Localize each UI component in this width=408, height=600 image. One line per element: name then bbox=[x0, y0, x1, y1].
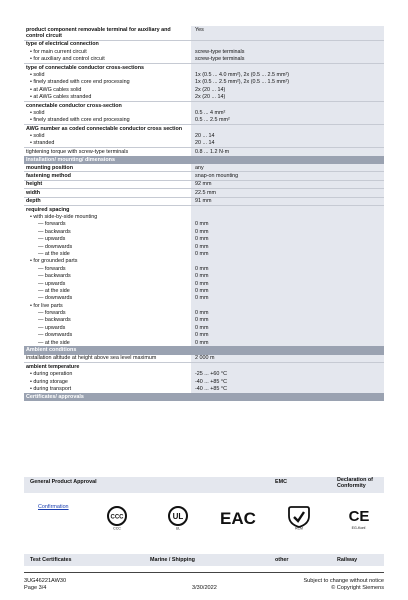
cert-logos-area bbox=[24, 493, 384, 553]
spec-row bbox=[24, 221, 384, 228]
spec-row bbox=[24, 117, 384, 125]
spec-value: 0 mm bbox=[191, 236, 384, 243]
spec-row bbox=[24, 378, 384, 385]
spec-value: screw-type terminals bbox=[191, 48, 384, 55]
spec-row bbox=[24, 94, 384, 102]
spec-label: — backwards bbox=[38, 317, 71, 323]
spec-value: 1x (0.5 ... 4.0 mm²), 2x (0.5 ... 2.5 mm²) bbox=[191, 71, 384, 78]
spec-value bbox=[191, 258, 384, 265]
spec-label: — backwards bbox=[38, 273, 71, 279]
svg-text:CE: CE bbox=[348, 508, 370, 525]
footer-notice: Subject to change without notice bbox=[303, 578, 384, 584]
spec-row bbox=[24, 63, 384, 71]
spec-label: • for main current circuit bbox=[30, 49, 87, 55]
spec-row bbox=[24, 302, 384, 309]
spec-label: — forwards bbox=[38, 266, 66, 272]
footer-page: Page 3/4 bbox=[24, 584, 47, 591]
spec-label-cell bbox=[24, 250, 191, 257]
spec-label: • finely stranded with core end processing bbox=[30, 117, 130, 123]
spec-row bbox=[24, 295, 384, 302]
spec-label-cell bbox=[24, 324, 191, 331]
spec-label-cell bbox=[24, 355, 191, 363]
spec-value: 0.5 ... 2.5 mm² bbox=[191, 117, 384, 125]
spec-label-cell bbox=[24, 101, 191, 109]
section-title: Certificates/ approvals bbox=[26, 393, 84, 400]
spec-label-cell bbox=[24, 302, 191, 309]
spec-label: height bbox=[26, 181, 43, 188]
spec-row bbox=[24, 213, 384, 220]
spec-value bbox=[191, 63, 384, 71]
section-header bbox=[24, 393, 384, 401]
spec-label-cell bbox=[24, 164, 191, 172]
spec-value: 0 mm bbox=[191, 317, 384, 324]
spec-value: 20 ... 14 bbox=[191, 132, 384, 139]
spec-label: • for auxiliary and control circuit bbox=[30, 56, 105, 62]
spec-value: 0 mm bbox=[191, 332, 384, 339]
spec-row bbox=[24, 273, 384, 280]
spec-row bbox=[24, 48, 384, 55]
spec-label-cell bbox=[24, 79, 191, 86]
spec-label-cell bbox=[24, 63, 191, 71]
spec-value: 0 mm bbox=[191, 280, 384, 287]
spec-row bbox=[24, 385, 384, 392]
spec-label-cell bbox=[24, 140, 191, 148]
test-header-marine: Marine / Shipping bbox=[150, 557, 195, 563]
spec-label-cell bbox=[24, 317, 191, 324]
spec-value: 1x (0.5 ... 2.5 mm²), 2x (0.5 ... 1.5 mm²) bbox=[191, 79, 384, 86]
spec-label-cell bbox=[24, 48, 191, 55]
spec-value: -25 ... +60 °C bbox=[191, 371, 384, 378]
spec-value: 0 mm bbox=[191, 250, 384, 257]
spec-value bbox=[191, 101, 384, 109]
spec-value: 2x (20 ... 14) bbox=[191, 94, 384, 102]
spec-label: • during operation bbox=[30, 371, 72, 377]
spec-label-cell bbox=[24, 109, 191, 116]
spec-row bbox=[24, 125, 384, 133]
spec-label-cell bbox=[24, 172, 191, 180]
spec-label-cell bbox=[24, 295, 191, 302]
spec-row bbox=[24, 101, 384, 109]
spec-label-cell bbox=[24, 206, 191, 214]
spec-value: 91 mm bbox=[191, 197, 384, 205]
spec-label: width bbox=[26, 189, 41, 196]
spec-row bbox=[24, 228, 384, 235]
spec-row bbox=[24, 287, 384, 294]
spec-value: 0 mm bbox=[191, 265, 384, 272]
spec-row bbox=[24, 206, 384, 214]
spec-label-cell bbox=[24, 71, 191, 78]
spec-row bbox=[24, 132, 384, 139]
spec-row bbox=[24, 250, 384, 257]
spec-label: — downwards bbox=[38, 295, 72, 301]
spec-label: — downwards bbox=[38, 244, 72, 250]
spec-label-cell bbox=[24, 148, 191, 156]
spec-label: • for live parts bbox=[30, 303, 63, 309]
ccc-logo bbox=[104, 505, 130, 531]
spec-row bbox=[24, 309, 384, 316]
spec-row bbox=[24, 339, 384, 346]
spec-label: — at the side bbox=[38, 251, 70, 257]
spec-value bbox=[191, 363, 384, 371]
spec-label-cell bbox=[24, 56, 191, 64]
spec-row bbox=[24, 371, 384, 378]
spec-row bbox=[24, 140, 384, 148]
spec-label-cell bbox=[24, 371, 191, 378]
section-header bbox=[24, 346, 384, 354]
spec-value: -40 ... +85 °C bbox=[191, 378, 384, 385]
footer-right bbox=[303, 578, 384, 591]
spec-label: AWG number as coded connectable conductor cross section bbox=[26, 125, 183, 132]
spec-row bbox=[24, 197, 384, 205]
spec-label: • during storage bbox=[30, 379, 68, 385]
spec-label-cell bbox=[24, 363, 191, 371]
svg-text:CCC: CCC bbox=[113, 526, 121, 531]
spec-label-cell bbox=[24, 132, 191, 139]
footer-product: 3UG46221AW30 bbox=[24, 578, 67, 584]
ce-logo bbox=[345, 505, 373, 531]
spec-row bbox=[24, 189, 384, 197]
spec-value bbox=[191, 302, 384, 309]
spec-label: connectable conductor cross-section bbox=[26, 102, 122, 109]
spec-label-cell bbox=[24, 197, 191, 205]
spec-value: 0 mm bbox=[191, 243, 384, 250]
spec-label: mounting position bbox=[26, 164, 74, 171]
spec-value bbox=[191, 125, 384, 133]
spec-label: • solid bbox=[30, 72, 44, 78]
spec-value: screw-type terminals bbox=[191, 56, 384, 64]
spec-row bbox=[24, 332, 384, 339]
spec-value: 0 mm bbox=[191, 339, 384, 346]
spec-label: product component removable terminal for auxiliary and control circuit bbox=[26, 26, 171, 39]
spec-label: — at the side bbox=[38, 288, 70, 294]
spec-label: • at AWG cables stranded bbox=[30, 94, 91, 100]
spec-value: 0 mm bbox=[191, 324, 384, 331]
svg-text:UL: UL bbox=[175, 526, 181, 531]
svg-text:RCM: RCM bbox=[295, 526, 303, 531]
spec-row bbox=[24, 324, 384, 331]
spec-label-cell bbox=[24, 117, 191, 125]
spec-row bbox=[24, 71, 384, 78]
spec-value: 0 mm bbox=[191, 295, 384, 302]
spec-label-cell bbox=[24, 273, 191, 280]
spec-value bbox=[191, 40, 384, 48]
spec-label-cell bbox=[24, 309, 191, 316]
spec-value: 0 mm bbox=[191, 309, 384, 316]
spec-row bbox=[24, 280, 384, 287]
spec-label-cell bbox=[24, 265, 191, 272]
spec-row bbox=[24, 236, 384, 243]
spec-label: type of connectable conductor cross-sections bbox=[26, 64, 145, 71]
spec-label: — backwards bbox=[38, 229, 71, 235]
spec-row bbox=[24, 265, 384, 272]
spec-label: tightening torque with screw-type terminals bbox=[26, 148, 129, 155]
spec-label: — upwards bbox=[38, 236, 65, 242]
spec-value: 0.8 ... 1.2 N·m bbox=[191, 148, 384, 156]
spec-value: 0 mm bbox=[191, 273, 384, 280]
spec-label: required spacing bbox=[26, 206, 70, 213]
spec-label-cell bbox=[24, 228, 191, 235]
spec-label-cell bbox=[24, 378, 191, 385]
ul-logo bbox=[166, 505, 190, 531]
test-header-other: other bbox=[275, 557, 289, 563]
spec-label: • for grounded parts bbox=[30, 258, 77, 264]
spec-sheet bbox=[24, 26, 384, 401]
footer-left bbox=[24, 578, 66, 591]
spec-value: 22.5 mm bbox=[191, 189, 384, 197]
spec-label-cell bbox=[24, 385, 191, 392]
spec-value: 0.5 ... 4 mm² bbox=[191, 109, 384, 116]
cert-header-emc: EMC bbox=[275, 479, 287, 485]
spec-row bbox=[24, 40, 384, 48]
section-title: Installation/ mounting/ dimensions bbox=[26, 156, 115, 163]
spec-label: • finely stranded with core end processing bbox=[30, 79, 130, 85]
spec-row bbox=[24, 243, 384, 250]
spec-label: • solid bbox=[30, 133, 44, 139]
spec-value: 20 ... 14 bbox=[191, 140, 384, 148]
spec-label-cell bbox=[24, 180, 191, 188]
spec-label-cell bbox=[24, 339, 191, 346]
spec-label-cell bbox=[24, 287, 191, 294]
spec-row bbox=[24, 164, 384, 172]
spec-label: — forwards bbox=[38, 221, 66, 227]
spec-row bbox=[24, 180, 384, 188]
spec-value: snap-on mounting bbox=[191, 172, 384, 180]
spec-label: — upwards bbox=[38, 281, 65, 287]
spec-label-cell bbox=[24, 258, 191, 265]
spec-label-cell bbox=[24, 125, 191, 133]
confirmation-link[interactable]: Confirmation bbox=[38, 504, 69, 510]
rcm-logo bbox=[286, 504, 312, 530]
spec-row bbox=[24, 56, 384, 64]
spec-label-cell bbox=[24, 189, 191, 197]
spec-label: • at AWG cables solid bbox=[30, 87, 81, 93]
spec-value bbox=[191, 213, 384, 220]
spec-value bbox=[191, 206, 384, 214]
spec-label: • during transport bbox=[30, 386, 71, 392]
spec-row bbox=[24, 258, 384, 265]
spec-table bbox=[24, 26, 384, 401]
spec-label-cell bbox=[24, 94, 191, 102]
spec-row bbox=[24, 79, 384, 86]
svg-text:EAC: EAC bbox=[220, 509, 256, 528]
spec-label-cell bbox=[24, 40, 191, 48]
spec-label: • solid bbox=[30, 110, 44, 116]
spec-value: any bbox=[191, 164, 384, 172]
spec-row bbox=[24, 109, 384, 116]
spec-value: 0 mm bbox=[191, 287, 384, 294]
spec-row bbox=[24, 26, 384, 40]
spec-row bbox=[24, 355, 384, 363]
spec-value: 0 mm bbox=[191, 221, 384, 228]
spec-label: fastening method bbox=[26, 173, 71, 180]
spec-label: — at the side bbox=[38, 340, 70, 346]
spec-value: 0 mm bbox=[191, 228, 384, 235]
spec-label: — forwards bbox=[38, 310, 66, 316]
spec-label-cell bbox=[24, 280, 191, 287]
spec-value: -40 ... +85 °C bbox=[191, 385, 384, 392]
spec-value: 92 mm bbox=[191, 180, 384, 188]
section-header bbox=[24, 156, 384, 164]
spec-label-cell bbox=[24, 332, 191, 339]
spec-row bbox=[24, 363, 384, 371]
footer-copyright: © Copyright Siemens bbox=[331, 584, 384, 591]
spec-row bbox=[24, 86, 384, 93]
spec-label: depth bbox=[26, 198, 41, 205]
section-title: Ambient conditions bbox=[26, 347, 77, 354]
svg-text:EG-Konf.: EG-Konf. bbox=[351, 526, 367, 530]
spec-row bbox=[24, 148, 384, 156]
cert-header-declaration: Declaration of Conformity bbox=[337, 477, 373, 489]
eac-logo bbox=[220, 504, 256, 530]
spec-label: ambient temperature bbox=[26, 363, 80, 370]
test-header-railway: Railway bbox=[337, 557, 358, 563]
spec-row bbox=[24, 172, 384, 180]
spec-label: — upwards bbox=[38, 325, 65, 331]
spec-value: 2 000 m bbox=[191, 355, 384, 363]
cert-header-general: General Product Approval bbox=[30, 479, 97, 485]
spec-value: 2x (20 ... 14) bbox=[191, 86, 384, 93]
spec-label-cell bbox=[24, 213, 191, 220]
spec-value: Yes bbox=[191, 26, 384, 40]
spec-row bbox=[24, 317, 384, 324]
spec-label-cell bbox=[24, 26, 191, 40]
spec-label: — downwards bbox=[38, 332, 72, 338]
footer-date: 3/30/2022 bbox=[192, 585, 217, 591]
test-header-test: Test Certificates bbox=[30, 557, 72, 563]
spec-label-cell bbox=[24, 221, 191, 228]
spec-label: type of electrical connection bbox=[26, 41, 99, 48]
spec-label-cell bbox=[24, 236, 191, 243]
svg-text:UL: UL bbox=[172, 512, 184, 521]
spec-label: installation altitude at height above sea level maximum bbox=[26, 355, 157, 362]
test-cert-header bbox=[24, 554, 384, 566]
footer-rule bbox=[24, 572, 384, 573]
svg-text:CCC: CCC bbox=[110, 514, 124, 521]
cert-header bbox=[24, 477, 384, 493]
spec-label: • with side-by-side mounting bbox=[30, 214, 97, 220]
spec-label: • stranded bbox=[30, 140, 54, 146]
spec-label-cell bbox=[24, 243, 191, 250]
spec-label-cell bbox=[24, 86, 191, 93]
